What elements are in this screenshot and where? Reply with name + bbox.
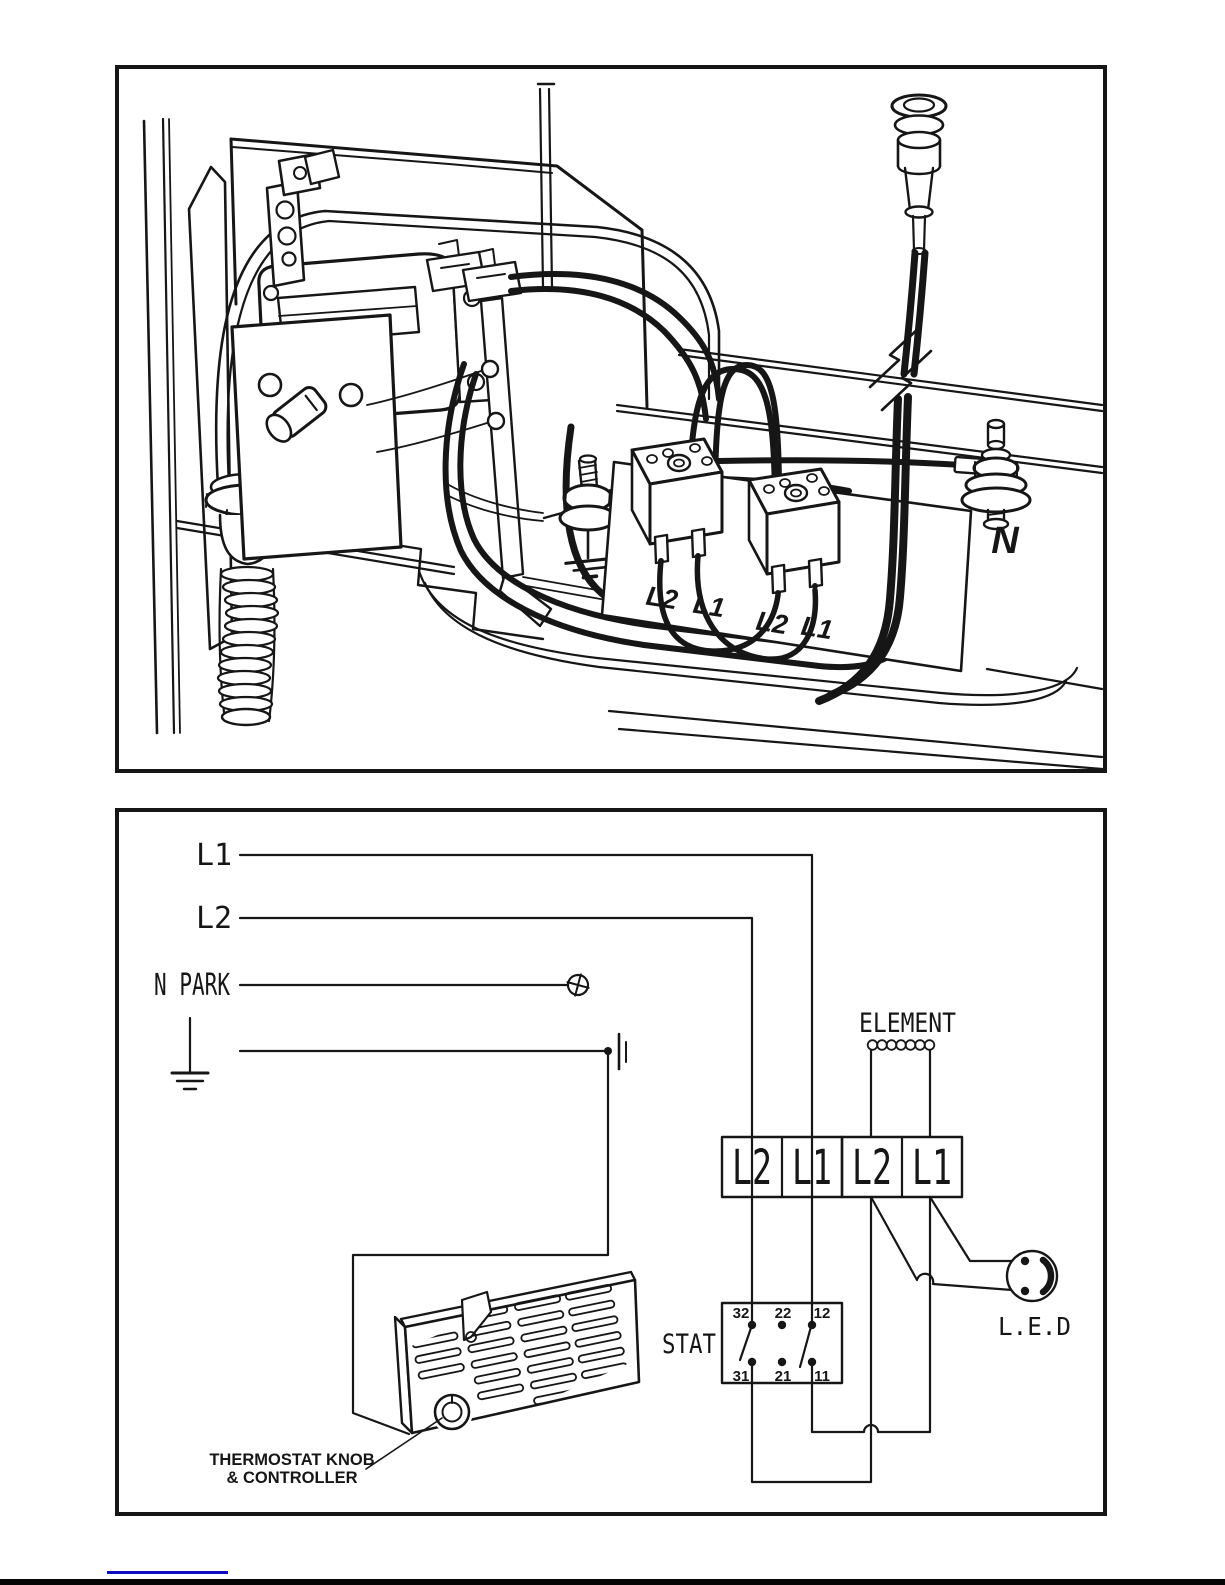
wiring-illustration-figure — [115, 65, 1107, 773]
led-label: L.E.D — [998, 1312, 1071, 1341]
l1-label: L1 — [196, 838, 233, 873]
stat-terminal-12: 12 — [813, 1305, 831, 1322]
lower-wiring — [752, 1197, 1025, 1482]
stat-terminal-21: 21 — [774, 1368, 792, 1385]
tb-cell-l2a: L2 — [732, 1140, 772, 1196]
terminal-label-right-l1: L1 — [799, 610, 835, 646]
earth-symbol-icon — [172, 1018, 208, 1089]
tb-cell-l2b: L2 — [852, 1140, 892, 1196]
terminal-blocks — [602, 439, 971, 671]
tb-cell-l1a: L1 — [792, 1140, 832, 1196]
tb-cell-l1b: L1 — [912, 1140, 952, 1196]
neutral-label: N — [991, 520, 1019, 562]
terminal-label-left-l1: L1 — [691, 588, 727, 624]
element-coil-icon — [868, 1040, 935, 1050]
stat-terminal-32: 32 — [732, 1305, 750, 1322]
circle-cross-terminal-icon — [565, 972, 592, 999]
thermostat-caption-line2: & CONTROLLER — [226, 1469, 358, 1487]
footer-blue-rule — [107, 1571, 228, 1574]
terminal-label-left-l2: L2 — [644, 580, 680, 616]
page-bottom-scan-bar — [0, 1579, 1225, 1585]
circuit-schematic — [119, 812, 1103, 1512]
wiring-illustration — [119, 69, 1103, 769]
earth-stud — [445, 456, 616, 580]
timer-front-plate — [232, 315, 401, 559]
element-label: ELEMENT — [859, 1008, 956, 1039]
circuit-schematic-figure — [115, 808, 1107, 1516]
stat-terminal-11: 11 — [814, 1368, 830, 1385]
n-park-label: N PARK — [154, 968, 230, 1003]
stat-terminal-22: 22 — [774, 1305, 792, 1322]
terminal-label-right-l2: L2 — [754, 605, 790, 641]
l2-label: L2 — [196, 901, 233, 936]
terminal-block — [722, 1137, 962, 1197]
led-indicator — [998, 1251, 1071, 1341]
conduit-ribs — [218, 567, 278, 725]
thermostat-controller — [209, 1272, 639, 1487]
switch-arm-left — [740, 1325, 752, 1360]
stat-label: STAT — [662, 1329, 716, 1360]
chassis-ground-icon — [619, 1034, 626, 1069]
heating-element — [859, 1008, 956, 1137]
thermostat-caption-line1: THERMOSTAT KNOB — [209, 1451, 375, 1469]
stat-terminal-31: 31 — [732, 1368, 750, 1385]
